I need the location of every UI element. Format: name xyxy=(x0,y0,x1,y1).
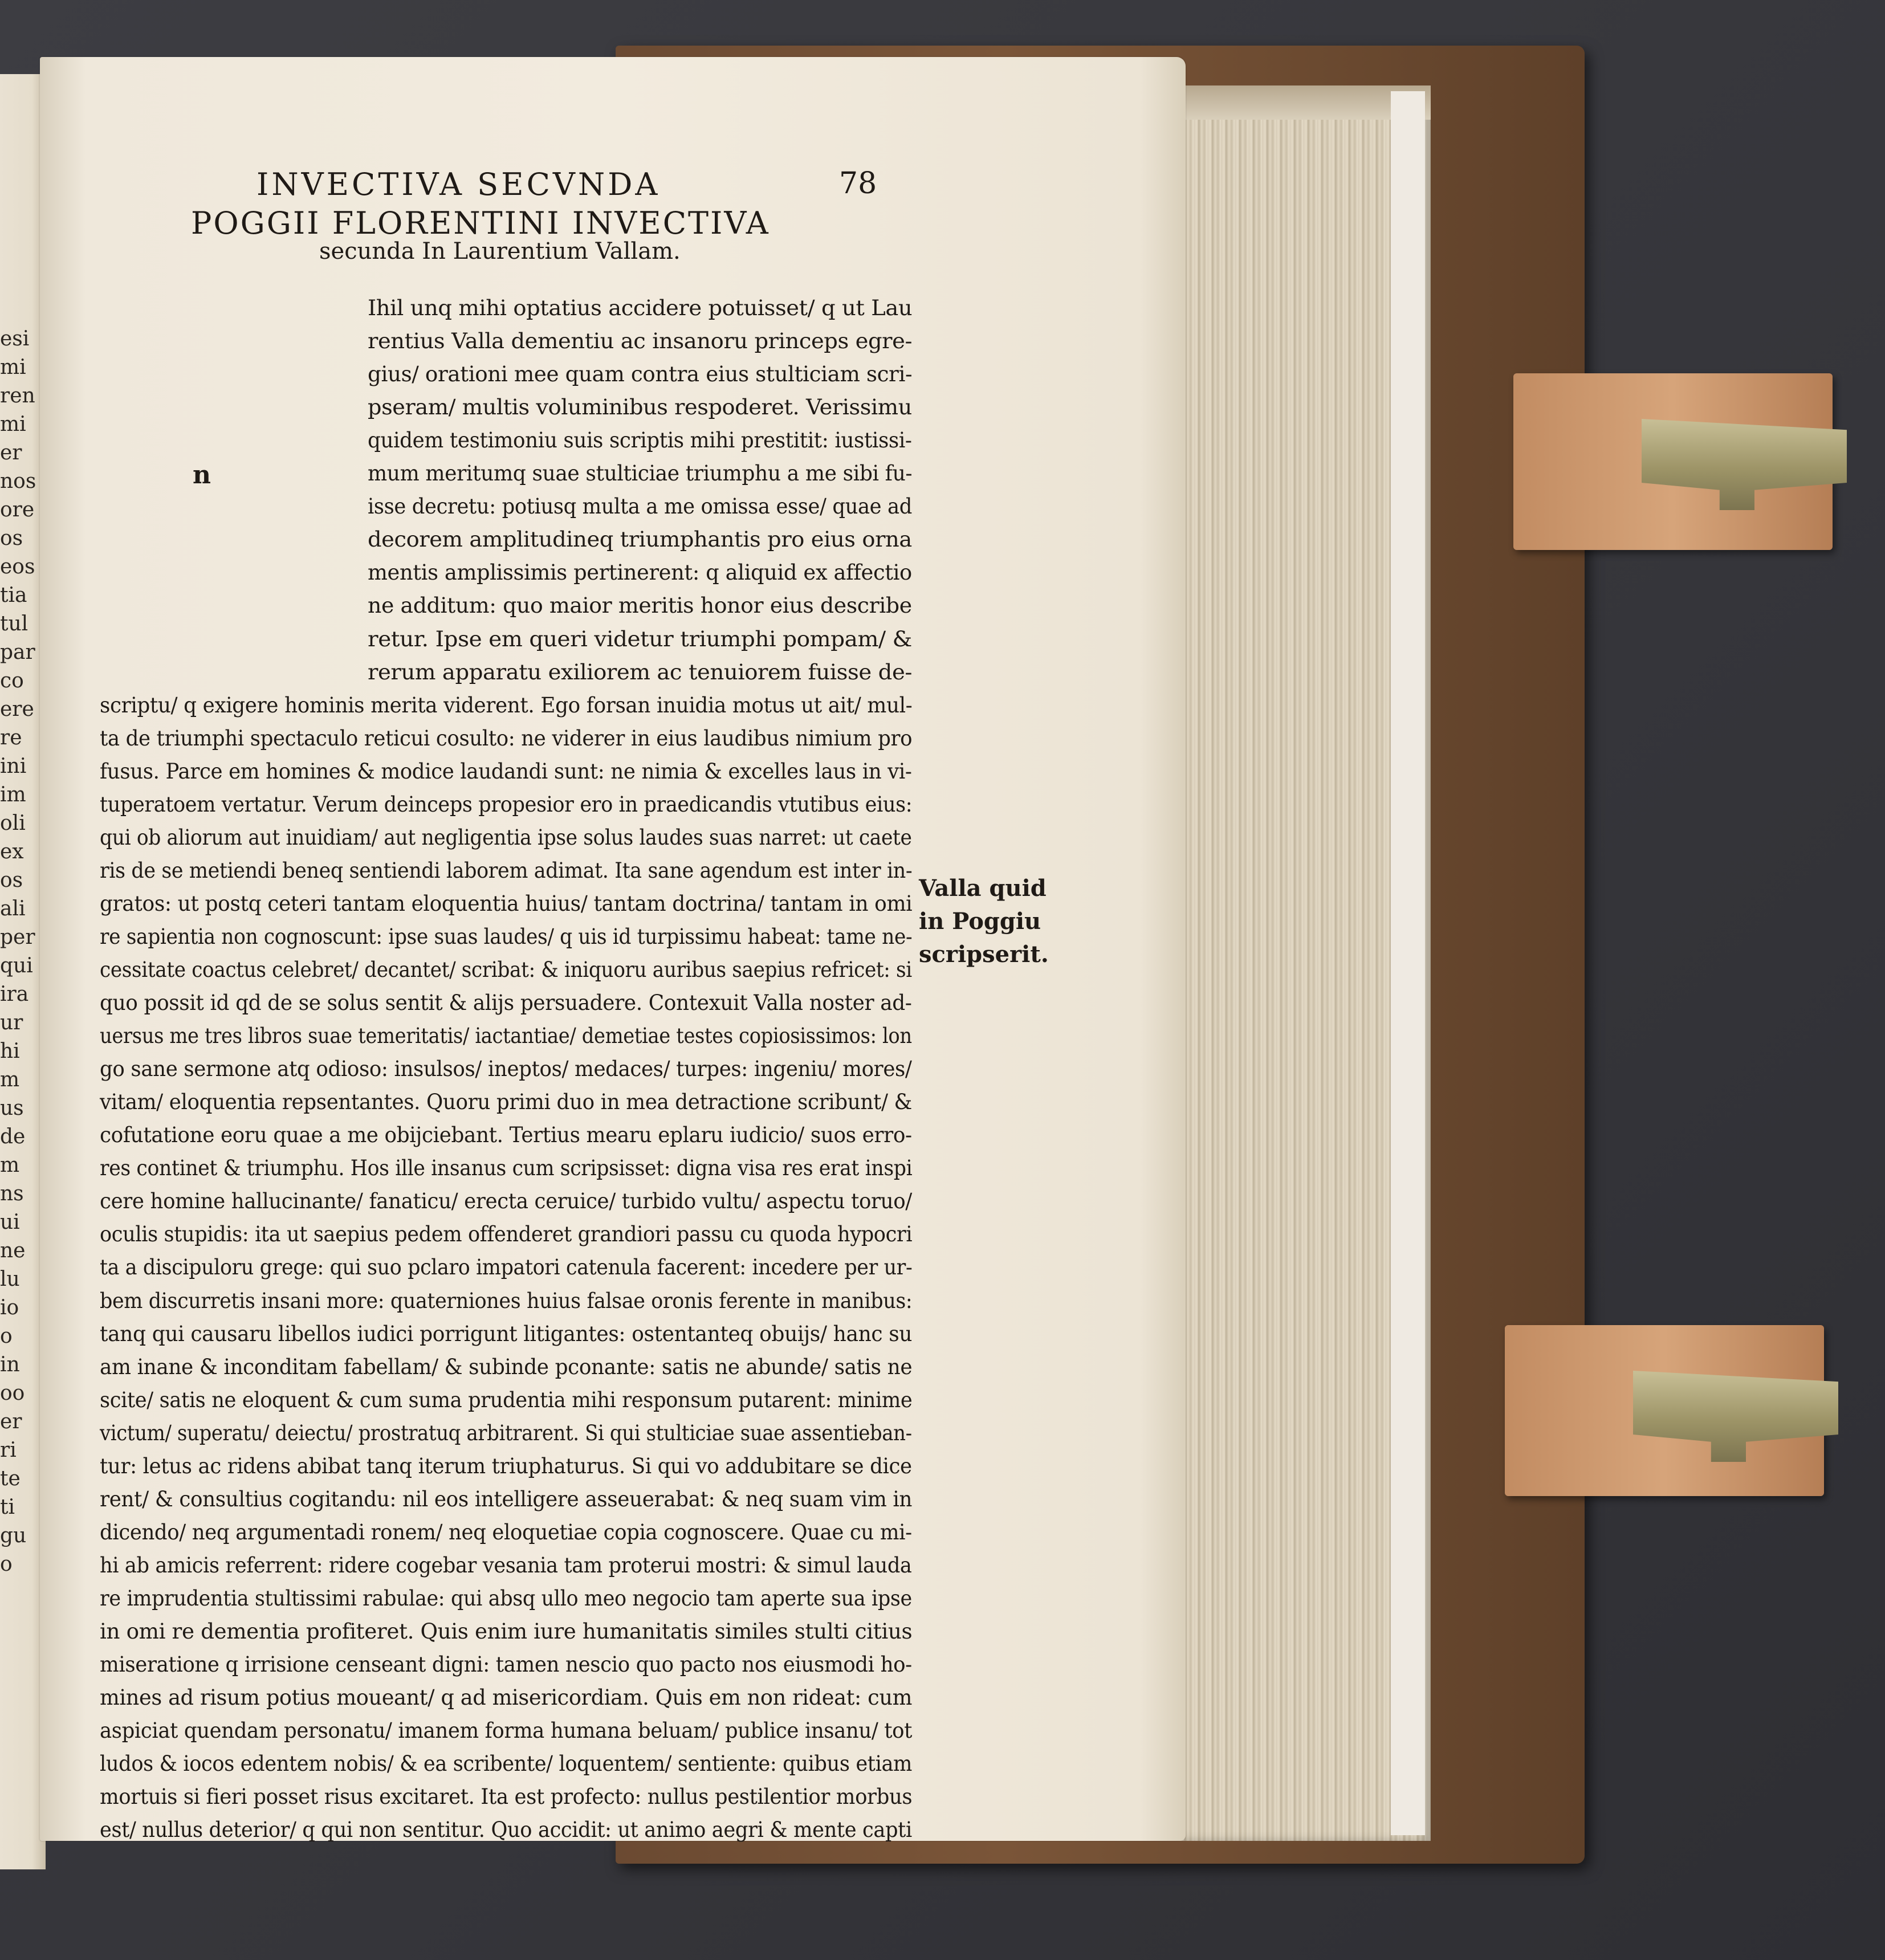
left-page-fragment: ini xyxy=(0,755,27,778)
left-page-fragment: ali xyxy=(0,897,26,920)
left-page-fragment: esi xyxy=(0,327,30,351)
left-page-fragment: ns xyxy=(0,1182,24,1205)
text-line: re sapientia non cognoscunt: ipse suas laudes/ q uis id turpissimu habeat: tame ne- xyxy=(100,924,913,949)
text-line: in omi re dementia profiteret. Quis enim iure humanitatis similes stulti citius xyxy=(100,1619,913,1644)
left-page-fragment: us xyxy=(0,1097,24,1120)
marginal-note-line: in Poggiu xyxy=(919,908,1041,935)
text-line: mortuis si fieri posset risus excitaret. Ita est profecto: nullus pestilentior morbus xyxy=(100,1784,913,1810)
initial-capital-space xyxy=(114,285,353,604)
endpaper xyxy=(1391,91,1425,1835)
left-page-fragment: re xyxy=(0,726,22,749)
marginal-note-line: Valla quid xyxy=(919,875,1047,902)
text-line: ris de se metiendi beneq sentiendi laborem adimat. Ita sane agendum est inter in- xyxy=(100,858,913,883)
text-line: quidem testimoniu suis scriptis mihi prestitit: iustissi- xyxy=(368,428,912,453)
text-line: cofutatione eoru quae a me obijciebant. Tertius mearu eplaru iudicio/ suos erro- xyxy=(100,1123,912,1148)
text-line: isse decretu: potiusq multa a me omissa esse/ quae ad xyxy=(368,494,912,519)
left-page-fragment: m xyxy=(0,1068,20,1091)
text-line: decorem amplitudineq triumphantis pro eius orna xyxy=(368,527,912,552)
left-page-fragment: tul xyxy=(0,612,29,635)
text-line: fusus. Parce em homines & modice laudandi sunt: ne nimia & excelles laus in vi- xyxy=(100,759,912,784)
text-line: quo possit id qd de se solus sentit & alijs persuadere. Contexuit Valla noster ad- xyxy=(100,991,912,1016)
left-page-fragment: ne xyxy=(0,1239,26,1262)
left-page-fragment: ti xyxy=(0,1496,15,1519)
running-head: INVECTIVA SECVNDA xyxy=(257,166,661,202)
text-line: gius/ orationi mee quam contra eius stulticiam scri- xyxy=(368,362,913,387)
text-line: dicendo/ neq argumentadi ronem/ neq eloquetiae copia cognoscere. Quae cu mi- xyxy=(100,1519,912,1545)
left-page-fragment: lu xyxy=(0,1268,20,1291)
text-line: Ihil unq mihi optatius accidere potuisset/ q ut Lau xyxy=(368,296,913,320)
left-page-fragment: os xyxy=(0,869,23,892)
left-page-fragment: m xyxy=(0,1154,20,1177)
text-line: victum/ superatu/ deiectu/ prostratuq arbitrarent. Si qui stulticiae suae assentieban- xyxy=(100,1420,912,1445)
left-page-fragment: o xyxy=(0,1552,13,1576)
text-line: mum meritumq suae stulticiae triumphu a me sibi fu- xyxy=(368,461,913,486)
left-page-fragment: nos xyxy=(0,470,36,493)
left-page-fragment: im xyxy=(0,783,26,806)
left-page-fragment: os xyxy=(0,527,23,550)
title-line-2: secunda In Laurentium Vallam. xyxy=(319,238,681,264)
text-line: tuperatoem vertatur. Verum deinceps propesior ero in praedicandis vtutibus eius: xyxy=(100,792,913,817)
text-line: cessitate coactus celebret/ decantet/ scribat: & iniquoru auribus saepius refricet: si xyxy=(100,957,912,982)
text-line: ta a discipuloru grege: qui suo pclaro impatori catenula facerent: incedere per ur- xyxy=(100,1255,913,1280)
left-page-fragment: te xyxy=(0,1467,21,1490)
text-line: re imprudentia stultissimi rabulae: qui absq ullo meo negocio tam aperte sua ipse xyxy=(100,1586,912,1611)
text-line: mentis amplissimis pertinerent: q aliquid ex affectio xyxy=(368,560,912,585)
left-page-fragment: gu xyxy=(0,1524,27,1547)
text-line: cere homine hallucinante/ fanaticu/ erecta ceruice/ turbido vultu/ aspectu toruo/ xyxy=(100,1189,912,1214)
marginal-note-line: scripserit. xyxy=(919,941,1049,968)
text-line: est/ nullus deterior/ q qui non sentitur. Quo accidit: ut animo aegri & mente capti xyxy=(100,1818,912,1843)
guide-letter: n xyxy=(193,461,211,490)
left-page-fragment: eos xyxy=(0,555,35,578)
left-page-fragment: er xyxy=(0,441,22,464)
left-page-fragment: er xyxy=(0,1410,22,1433)
text-line: hi ab amicis referrent: ridere cogebar vesania tam proterui mostri: & simul lauda xyxy=(100,1552,912,1578)
left-page-fragment: hi xyxy=(0,1040,20,1063)
left-page-fragment: io xyxy=(0,1296,19,1319)
left-page-fragment: oli xyxy=(0,812,26,835)
title-line-1: POGGII FLORENTINI INVECTIVA xyxy=(191,205,770,241)
text-line: ta de triumphi spectaculo reticui cosulto: ne viderer in eius laudibus nimium pro xyxy=(100,726,913,751)
text-line: pseram/ multis voluminibus respoderet. Verissimu xyxy=(368,395,912,420)
folio-number: 78 xyxy=(839,166,877,201)
left-page-fragment: ira xyxy=(0,983,29,1006)
text-line: vitam/ eloquentia repsentantes. Quoru primi duo in mea detractione scribunt/ & xyxy=(100,1090,912,1115)
left-page xyxy=(0,74,46,1869)
text-line: bem discurretis insani more: quaterniones huius falsae oronis ferente in manibus: xyxy=(100,1288,913,1313)
text-line: uersus me tres libros suae temeritatis/ iactantiae/ demetiae testes copiosissimos: lon xyxy=(100,1024,912,1049)
left-page-fragment: ui xyxy=(0,1211,20,1234)
text-line: mines ad risum potius moueant/ q ad misericordiam. Quis em non rideat: cum xyxy=(100,1685,913,1710)
text-line: rentius Valla dementiu ac insanoru princeps egre- xyxy=(368,329,913,354)
text-line: oculis stupidis: ita ut saepius pedem offenderet grandiori passu cu quoda hypocri xyxy=(100,1222,913,1247)
text-line: scriptu/ q exigere hominis merita viderent. Ego forsan inuidia motus ut ait/ mul- xyxy=(100,692,913,718)
left-page-fragment: ren xyxy=(0,384,35,408)
left-page-fragment: o xyxy=(0,1325,13,1348)
text-line: go sane sermone atq odioso: insulsos/ ineptos/ medaces/ turpes: ingeniu/ mores/ xyxy=(100,1057,912,1082)
left-page-fragment: ore xyxy=(0,498,35,521)
left-page-fragment: ri xyxy=(0,1439,17,1462)
text-line: rerum apparatu exiliorem ac tenuiorem fuisse de- xyxy=(368,659,912,684)
left-page-fragment: qui xyxy=(0,954,33,977)
left-page-text-fragments xyxy=(0,325,36,1579)
left-page-fragment: co xyxy=(0,669,24,692)
left-page-fragment: tia xyxy=(0,584,27,607)
left-page-fragment: per xyxy=(0,926,35,949)
text-line: ne additum: quo maior meritis honor eius describe xyxy=(368,593,912,618)
text-line: ludos & iocos edentem nobis/ & ea scribente/ loquentem/ sentiente: quibus etiam xyxy=(100,1751,913,1776)
text-line: rent/ & consultius cogitandu: nil eos intelligere asseuerabat: & neq suam vim in xyxy=(100,1486,913,1511)
left-page-fragment: ex xyxy=(0,840,24,863)
text-line: aspiciat quendam personatu/ imanem forma humana beluam/ publice insanu/ tot xyxy=(100,1718,913,1743)
left-page-fragment: mi xyxy=(0,356,26,379)
text-line: tanq qui causaru libellos iudici porrigunt litigantes: ostentanteq obuijs/ hanc su xyxy=(100,1321,913,1346)
text-line: qui ob aliorum aut inuidiam/ aut negligentia ipse solus laudes suas narret: ut caete xyxy=(100,825,912,850)
left-page-fragment: de xyxy=(0,1125,26,1148)
left-page-fragment: ur xyxy=(0,1011,23,1034)
left-page-fragment: par xyxy=(0,641,35,664)
text-line: gratos: ut postq ceteri tantam eloquentia huius/ tantam doctrina/ tantam in omi xyxy=(100,891,913,916)
text-line: am inane & inconditam fabellam/ & subinde pconante: satis ne abunde/ satis ne xyxy=(100,1354,913,1379)
left-page-fragment: ere xyxy=(0,698,34,721)
left-page-fragment: in xyxy=(0,1353,20,1376)
text-line: tur: letus ac ridens abibat tanq iterum triuphaturus. Si qui vo addubitare se dice xyxy=(100,1453,912,1478)
text-line: res continet & triumphu. Hos ille insanus cum scripsisset: digna visa res erat inspi xyxy=(100,1156,913,1181)
marginal-note xyxy=(919,872,1049,971)
left-page-fragment: oo xyxy=(0,1382,25,1405)
text-line: miseratione q irrisione censeant digni: tamen nescio quo pacto nos eiusmodi ho- xyxy=(100,1652,912,1677)
text-line: retur. Ipse em queri videtur triumphi pompam/ & xyxy=(368,626,912,651)
left-page-fragment: mi xyxy=(0,413,26,436)
text-line: scite/ satis ne eloquent & cum suma prudentia mihi responsum putarent: minime xyxy=(100,1387,913,1412)
